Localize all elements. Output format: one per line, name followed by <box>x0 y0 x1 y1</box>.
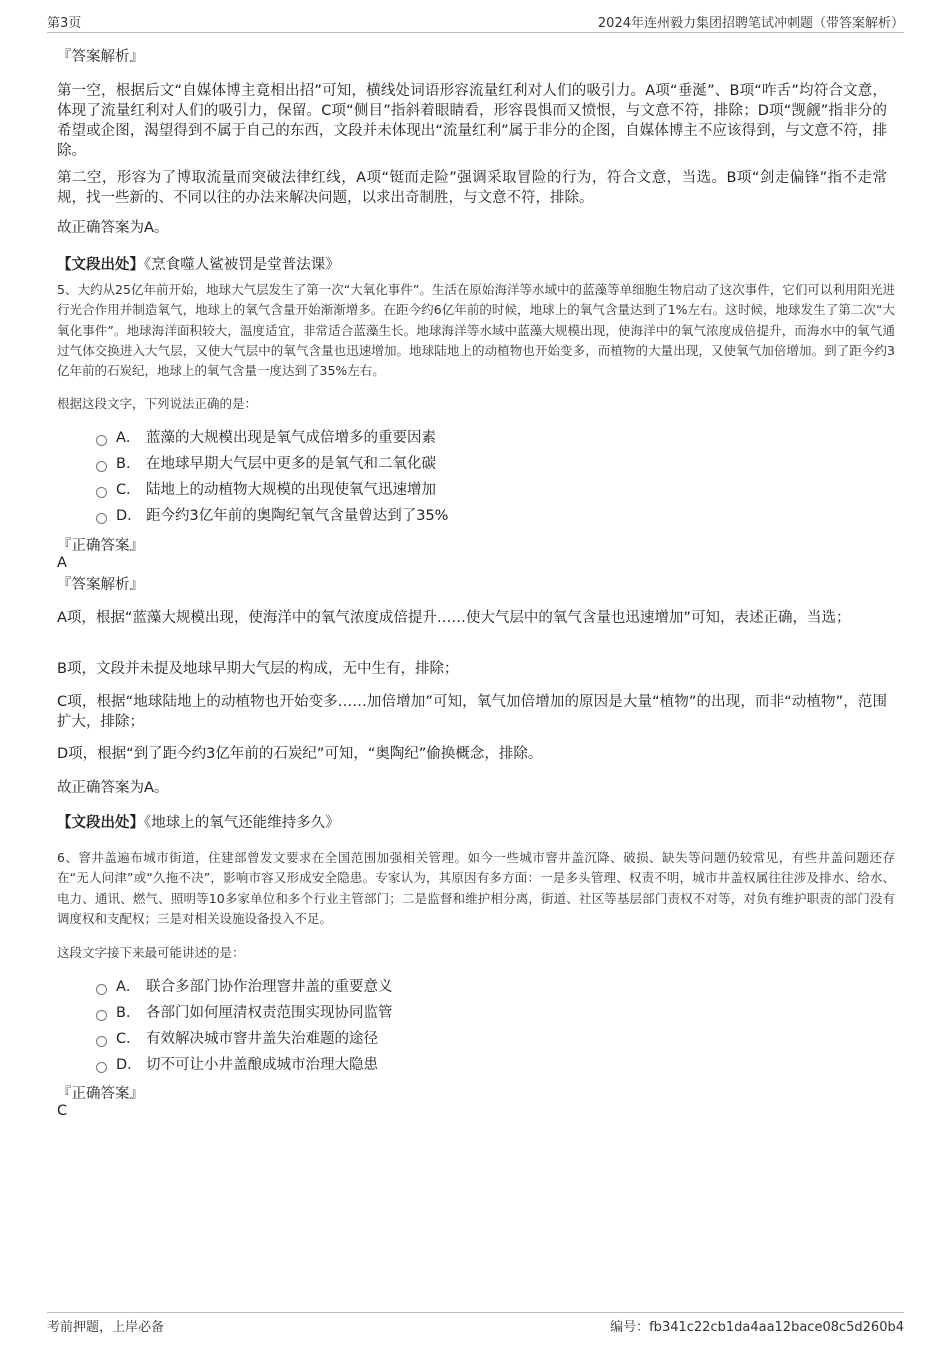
question-passage: 5、大约从25亿年前开始，地球大气层发生了第一次“大氧化事件”。生活在原始海洋等水域中的蓝藻等单细胞生物启动了这次事件，它们可以利用阳光进行光合作用并制造氧气，地球上的氧气含量开始渐渐增多。在距今约6亿年前的时候，地球上的氧气含量达到了1%左右。这时候，地球发生了第二次“大氧化事件”。地球海洋面积较大，温度适宜，非常适合蓝藻生长。地球海洋等水域中蓝藻大规模出现，使海洋中的氧气浓度成倍提升，而海水中的氧气通过气体交换进入大气层，又使大气层中的氧气含量也迅速增加。地球陆地上的动植物也开始变多，而植物的大量出现，又使氧气加倍增加。到了距今约3亿年前的石炭纪，地球上的氧气含量一度达到了35%左右。 <box>57 282 895 379</box>
conclusion: 故正确答案为A。 <box>57 220 169 236</box>
question-stem: 根据这段文字，下列说法正确的是： <box>57 396 258 411</box>
correct-answer-label: 『正确答案』 <box>57 538 144 554</box>
radio-icon[interactable] <box>96 435 107 446</box>
answer-analysis-label: 『答案解析』 <box>57 49 144 65</box>
footer-slogan: 考前押题，上岸必备 <box>47 1320 165 1335</box>
page-footer <box>47 1312 904 1335</box>
answer-analysis-label: 『答案解析』 <box>57 577 144 593</box>
option-b[interactable]: B． 各部门如何厘清权责范围实现协同监管 <box>96 1002 393 1024</box>
question-stem: 这段文字接下来最可能讲述的是： <box>57 945 245 960</box>
document-id: 编号：fb341c22cb1da4aa12bace08c5d260b4 <box>610 1320 904 1335</box>
source-title: 《烹食噬人鲨被罚是堂普法课》 <box>144 257 340 273</box>
analysis-paragraph: D项，根据“到了距今约3亿年前的石炭纪”可知，“奥陶纪”偷换概念，排除。 <box>57 746 543 762</box>
analysis-paragraph: 第一空，根据后文“自媒体博主竟相出招”可知，横线处词语形容流量红利对人们的吸引力。A项“垂涎”、B项“咋舌”均符合文意，体现了流量红利对人们的吸引力，保留。C项“侧目”指斜着眼睛看，形容畏惧而又愤恨，与文意不符，排除；D项“觊觎”指非分的希望或企图，渴望得到不属于自己的东西，文段并未体现出“流量红利”属于非分的企图，自媒体博主不应该得到，与文意不符，排除。 <box>57 83 887 159</box>
radio-icon[interactable] <box>96 984 107 995</box>
source-citation <box>57 255 340 275</box>
option-d[interactable]: D． 切不可让小井盖酿成城市治理大隐患 <box>96 1054 378 1076</box>
radio-icon[interactable] <box>96 487 107 498</box>
correct-answer: C <box>57 1103 68 1119</box>
analysis-paragraph: B项，文段并未提及地球早期大气层的构成，无中生有，排除； <box>57 661 459 677</box>
analysis-paragraph: A项，根据“蓝藻大规模出现，使海洋中的氧气浓度成倍提升……使大气层中的氧气含量也迅速增加”可知，表述正确，当选； <box>57 610 851 626</box>
radio-icon[interactable] <box>96 1036 107 1047</box>
source-title: 《地球上的氧气还能维持多久》 <box>144 815 340 831</box>
radio-icon[interactable] <box>96 461 107 472</box>
page-number: 第3页 <box>47 16 82 31</box>
radio-icon[interactable] <box>96 513 107 524</box>
option-a[interactable]: A． 联合多部门协作治理窨井盖的重要意义 <box>96 976 393 998</box>
correct-answer-label: 『正确答案』 <box>57 1086 144 1102</box>
conclusion: 故正确答案为A。 <box>57 780 169 796</box>
option-c[interactable]: C． 陆地上的动植物大规模的出现使氧气迅速增加 <box>96 479 436 501</box>
analysis-paragraph: 第二空，形容为了博取流量而突破法律红线，A项“铤而走险”强调采取冒险的行为，符合文意，当选。B项“剑走偏锋”指不走常规，找一些新的、不同以往的办法来解决问题，以求出奇制胜，与文意不符，排除。 <box>57 170 887 206</box>
option-c[interactable]: C． 有效解决城市窨井盖失治难题的途径 <box>96 1028 378 1050</box>
question-passage: 6、窨井盖遍布城市街道，住建部曾发文要求在全国范围加强相关管理。如今一些城市窨井盖沉降、破损、缺失等问题仍较常见，有些井盖问题还存在“无人问津”或“久拖不决”，影响市容又形成安全隐患。专家认为，其原因有多方面：一是多头管理、权责不明，城市井盖权属往往涉及排水、给水、电力、通讯、燃气、照明等10多家单位和多个行业主管部门；二是监督和维护相分离，街道、社区等基层部门责权不对等，对负有维护职责的部门没有调度权和支配权；三是对相关设施设备投入不足。 <box>57 850 895 926</box>
option-b[interactable]: B． 在地球早期大气层中更多的是氧气和二氧化碳 <box>96 453 436 475</box>
source-tag: 【文段出处】 <box>57 257 144 273</box>
correct-answer: A <box>57 555 67 571</box>
source-citation <box>57 813 340 833</box>
radio-icon[interactable] <box>96 1062 107 1073</box>
option-a[interactable]: A． 蓝藻的大规模出现是氧气成倍增多的重要因素 <box>96 427 436 449</box>
source-tag: 【文段出处】 <box>57 815 144 831</box>
page-header <box>47 12 904 33</box>
radio-icon[interactable] <box>96 1010 107 1021</box>
document-title: 2024年连州毅力集团招聘笔试冲刺题（带答案解析） <box>597 16 904 31</box>
analysis-paragraph: C项，根据“地球陆地上的动植物也开始变多……加倍增加”可知，氧气加倍增加的原因是大量“植物”的出现，而非“动植物”，范围扩大，排除； <box>57 694 887 730</box>
option-d[interactable]: D． 距今约3亿年前的奥陶纪氧气含量曾达到了35% <box>96 505 448 527</box>
